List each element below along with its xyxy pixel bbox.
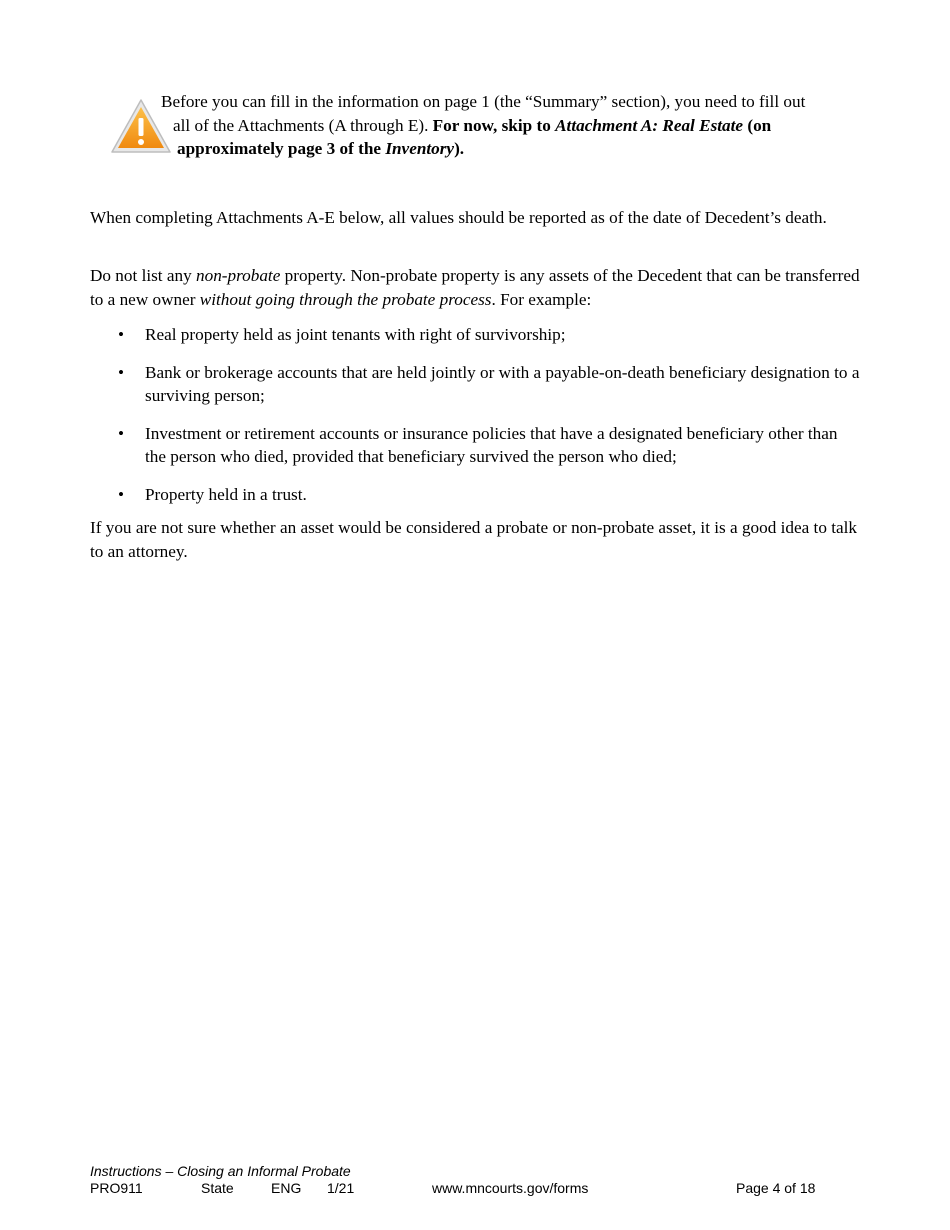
list-item: • Bank or brokerage accounts that are held jointly or with a payable-on-death beneficiary designation to a surviving person; bbox=[118, 362, 860, 405]
footer-revision: 1/21 bbox=[327, 1180, 355, 1196]
paragraph-valuation-date: When completing Attachments A-E below, all values should be reported as of the date of Decedent’s death. bbox=[90, 208, 827, 227]
warning-line-3: approximately page 3 of the Inventory). bbox=[177, 139, 465, 158]
list-item: • Real property held as joint tenants with right of survivorship; bbox=[90, 323, 860, 347]
footer-title: Instructions – Closing an Informal Probate bbox=[90, 1163, 351, 1179]
non-probate-examples-list bbox=[90, 323, 860, 520]
footer-page-number: Page 4 of 18 bbox=[736, 1180, 816, 1196]
footer-form-number: PRO911 bbox=[90, 1180, 143, 1196]
list-item: • Property held in a trust. bbox=[90, 483, 860, 507]
bullet-icon: • bbox=[118, 362, 125, 382]
bullet-icon: • bbox=[118, 423, 125, 443]
warning-line-1: Before you can fill in the information on page 1 (the “Summary” section), you need to fill out bbox=[161, 92, 806, 111]
footer-language: ENG bbox=[271, 1180, 302, 1196]
footer-state: State bbox=[201, 1180, 234, 1196]
footer-meta-row bbox=[90, 1180, 850, 1197]
warning-text bbox=[161, 90, 861, 161]
page-footer bbox=[90, 1163, 850, 1197]
footer-url[interactable]: www.mncourts.gov/forms bbox=[432, 1180, 589, 1196]
warning-line-2: all of the Attachments (A through E). For now, skip to Attachment A: Real Estate (on bbox=[173, 115, 772, 135]
bullet-icon: • bbox=[118, 325, 125, 344]
paragraph-attorney-advice: If you are not sure whether an asset would be considered a probate or non-probate asset, it is a good idea to talk to an attorney. bbox=[90, 518, 857, 561]
paragraph-non-probate: Do not list any non-probate property. Non-probate property is any assets of the Decedent that can be transferred to a new owner without going through the probate process. For example: bbox=[90, 266, 860, 309]
list-item: • Investment or retirement accounts or insurance policies that have a designated beneficiary other than the person who died, provided that beneficiary survived the person who died; bbox=[118, 423, 838, 466]
bullet-icon: • bbox=[118, 484, 125, 504]
